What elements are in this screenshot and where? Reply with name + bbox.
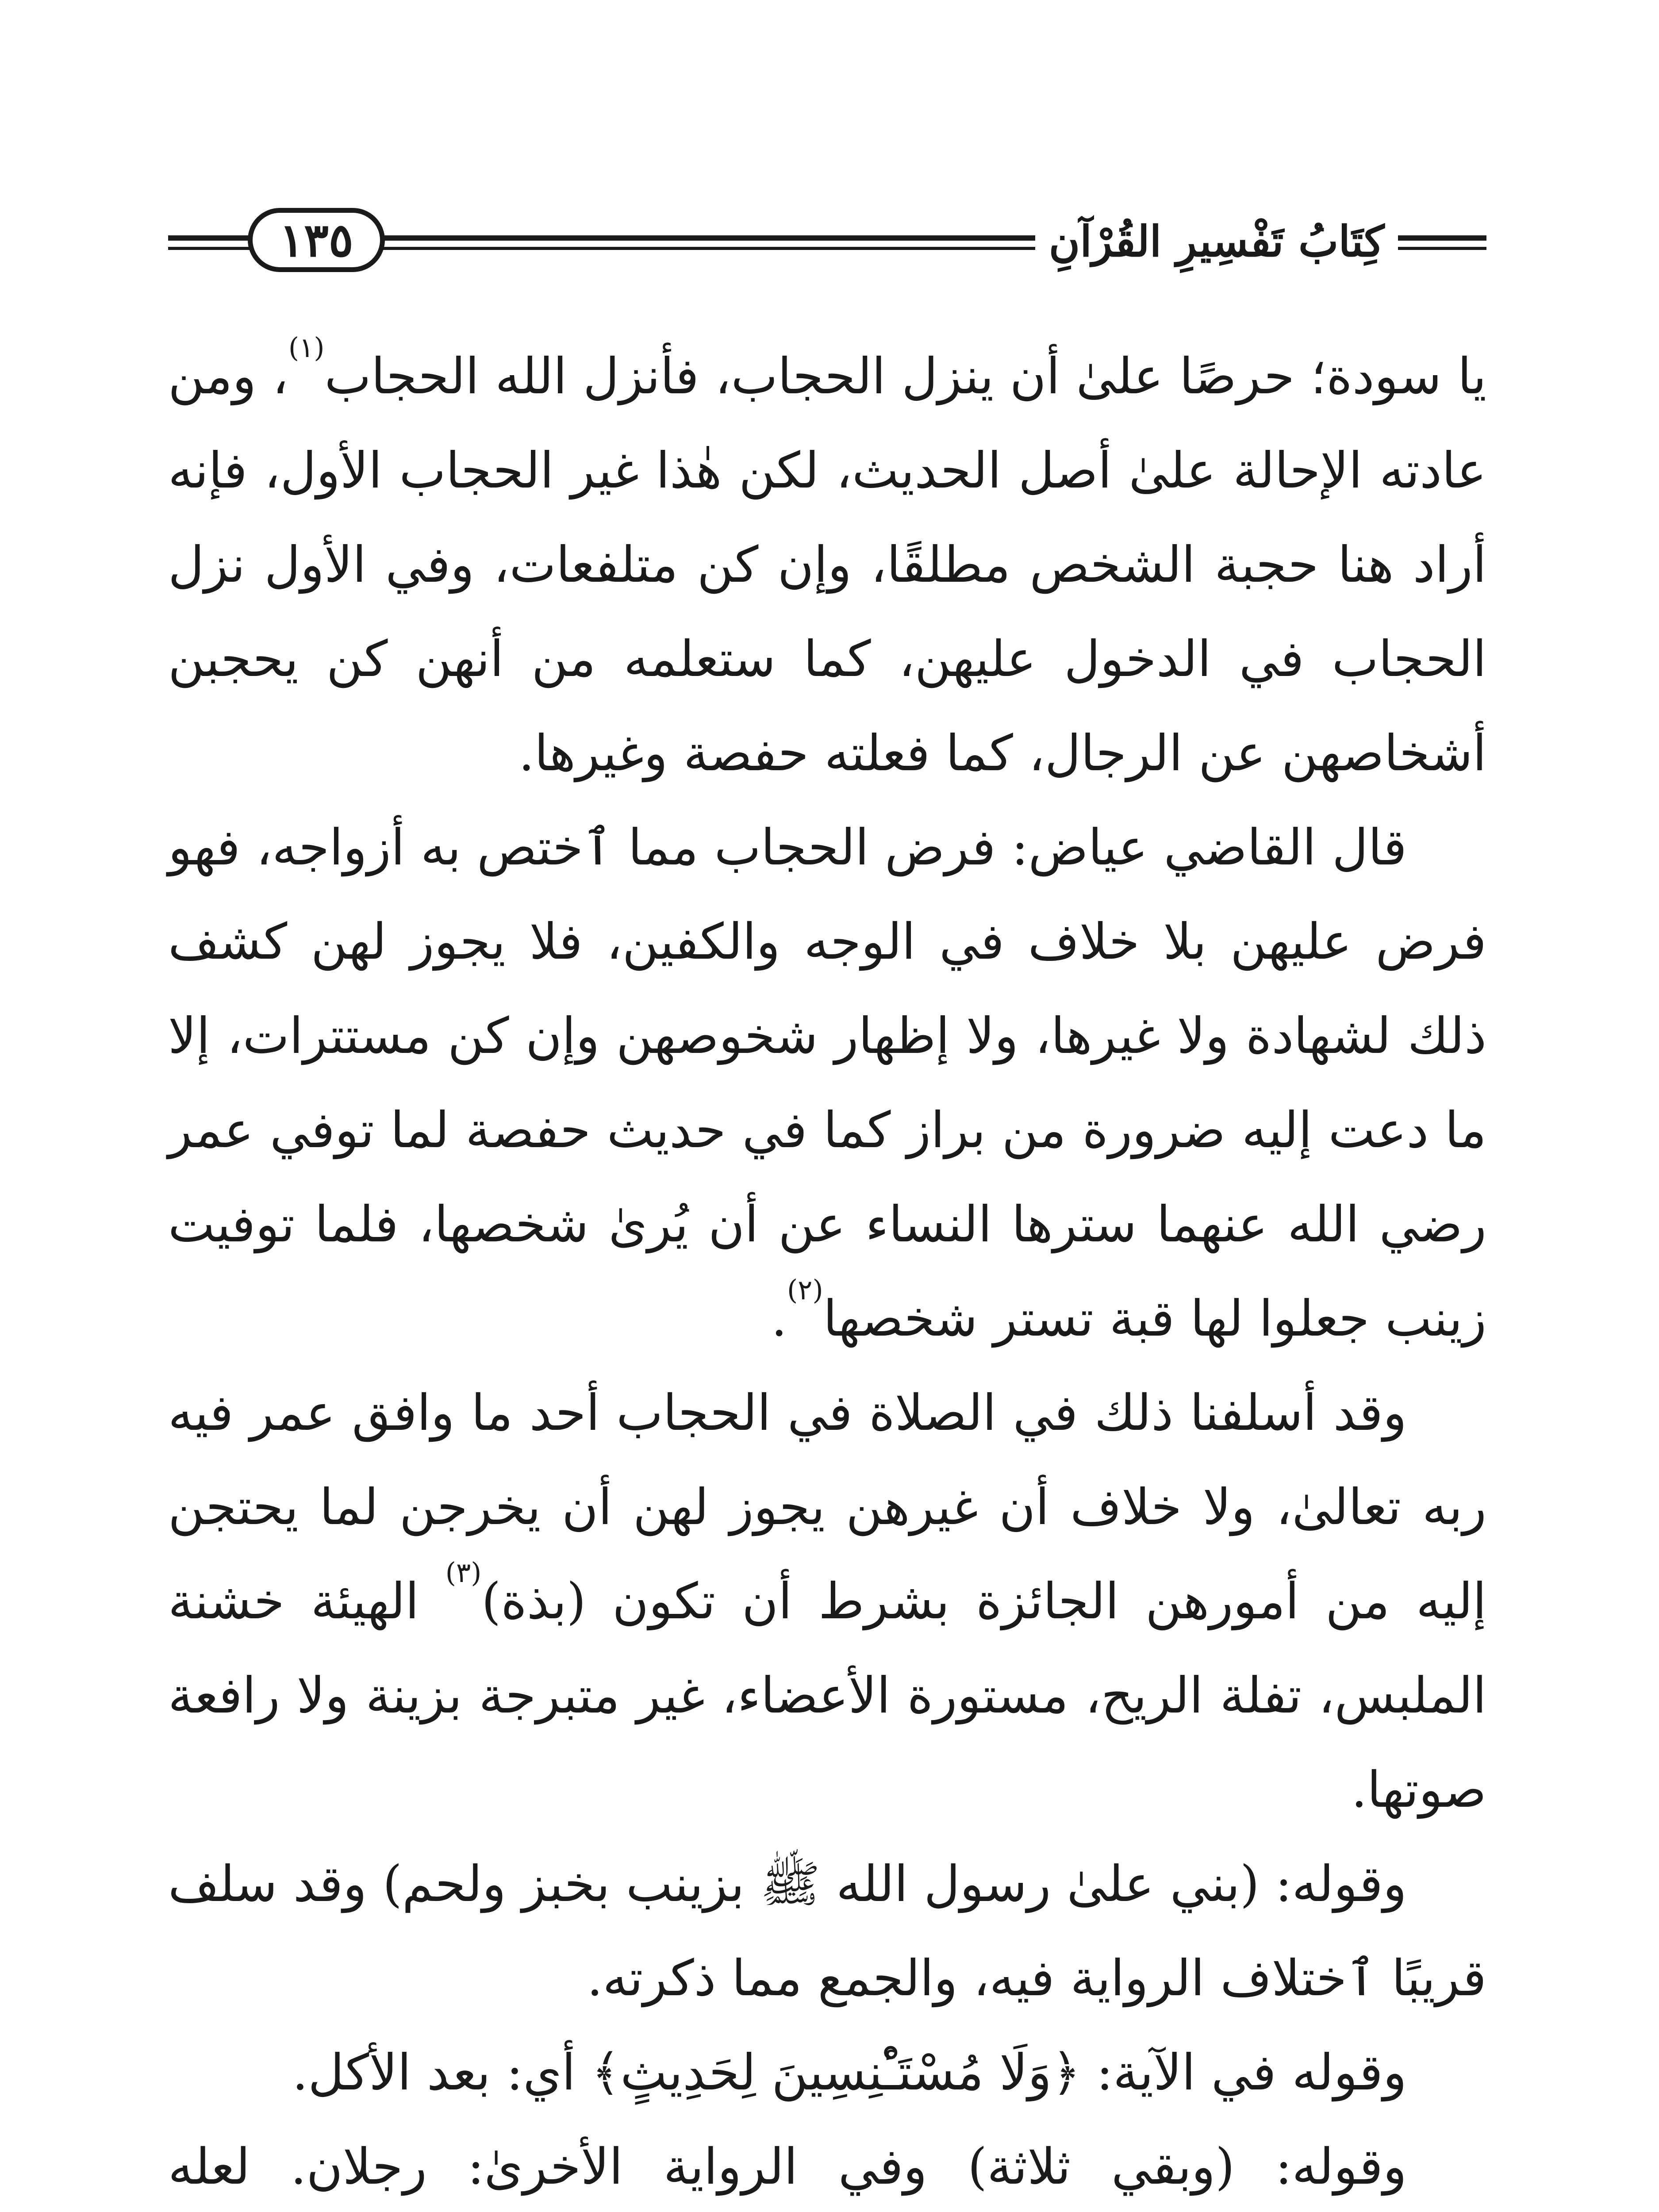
header-rule [363, 247, 1035, 250]
paragraph-text: ، ومن عادته الإحالة علىٰ أصل الحديث، لكن هٰذا غير الحجاب الأول، فإنه أراد هنا حجبة الشخص مطلقًا، وإن كن متلفعات، وفي الأول نزل الحجاب في الدخول عليهن، كما ستعلمه من أنهن كن يحجبن أشخاصهن عن الرجال، كما فعلته حفصة وغيرها. [168, 348, 1486, 782]
paragraph [168, 801, 1486, 1366]
paragraph-text: يا سودة؛ حرصًا علىٰ أن ينزل الحجاب، فأنزل الله الحجاب [324, 348, 1486, 405]
footnote-ref: (١) [288, 331, 325, 364]
main-text [168, 330, 1486, 2212]
header-rule [1398, 235, 1486, 241]
page-number: ١٣٥ [279, 212, 353, 267]
header-rule [363, 235, 1035, 241]
paragraph-text: . [771, 1290, 787, 1348]
footnote-ref: (٣) [445, 1556, 482, 1589]
paragraph [168, 330, 1486, 801]
paragraph-text: قال القاضي عياض: فرض الحجاب مما ٱختص به أزواجه، فهو فرض عليهن بلا خلاف في الوجه والكفين، فلا يجوز لهن كشف ذلك لشهادة ولا غيرها، ولا إظهار شخوصهن وإن كن مستترات، إلا ما دعت إليه ضرورة من براز كما في حديث حفصة لما توفي عمر رضي الله عنهما سترها النساء عن أن يُرىٰ شخصها، فلما توفيت زينب جعلوا لها قبة تستر شخصها [168, 819, 1486, 1348]
paragraph-text: الهيئة خشنة الملبس، تفلة الريح، مستورة الأعضاء، غير متبرجة بزينة ولا رافعة صوتها. [168, 1573, 1486, 1819]
running-title: كِتَابُ تَفْسِيرِ القُرْآنِ [1048, 216, 1385, 266]
footnote-ref: (٢) [787, 1274, 823, 1306]
header-rule [1398, 247, 1486, 250]
paragraph: وقوله: (وبقي ثلاثة) وفي الرواية الأخرىٰ: رجلان. لعله [168, 2138, 1407, 2196]
page-header [168, 208, 1486, 274]
paragraph-text: وقد أسلفنا ذلك في الصلاة في الحجاب أحد ما وافق عمر فيه ربه تعالىٰ، ولا خلاف أن غيرهن يجوز لهن أن يخرجن لما يحتجن إليه من أمورهن الجائزة بشرط أن تكون (بذة) [168, 1384, 1486, 1630]
paragraph [168, 1366, 1486, 1837]
paragraph: وقوله في الآية: ﴿وَلَا مُسْتَـْٔنِسِينَ لِحَدِيثٍ﴾ أي: بعد الأكل. [292, 2044, 1407, 2101]
paragraph: وقوله: (بني علىٰ رسول الله ﷺ بزينب بخبز ولحم) وقد سلف قريبًا ٱختلاف الرواية فيه، والجمع مما ذكرته. [168, 1855, 1486, 2007]
page-number-frame [248, 208, 385, 272]
